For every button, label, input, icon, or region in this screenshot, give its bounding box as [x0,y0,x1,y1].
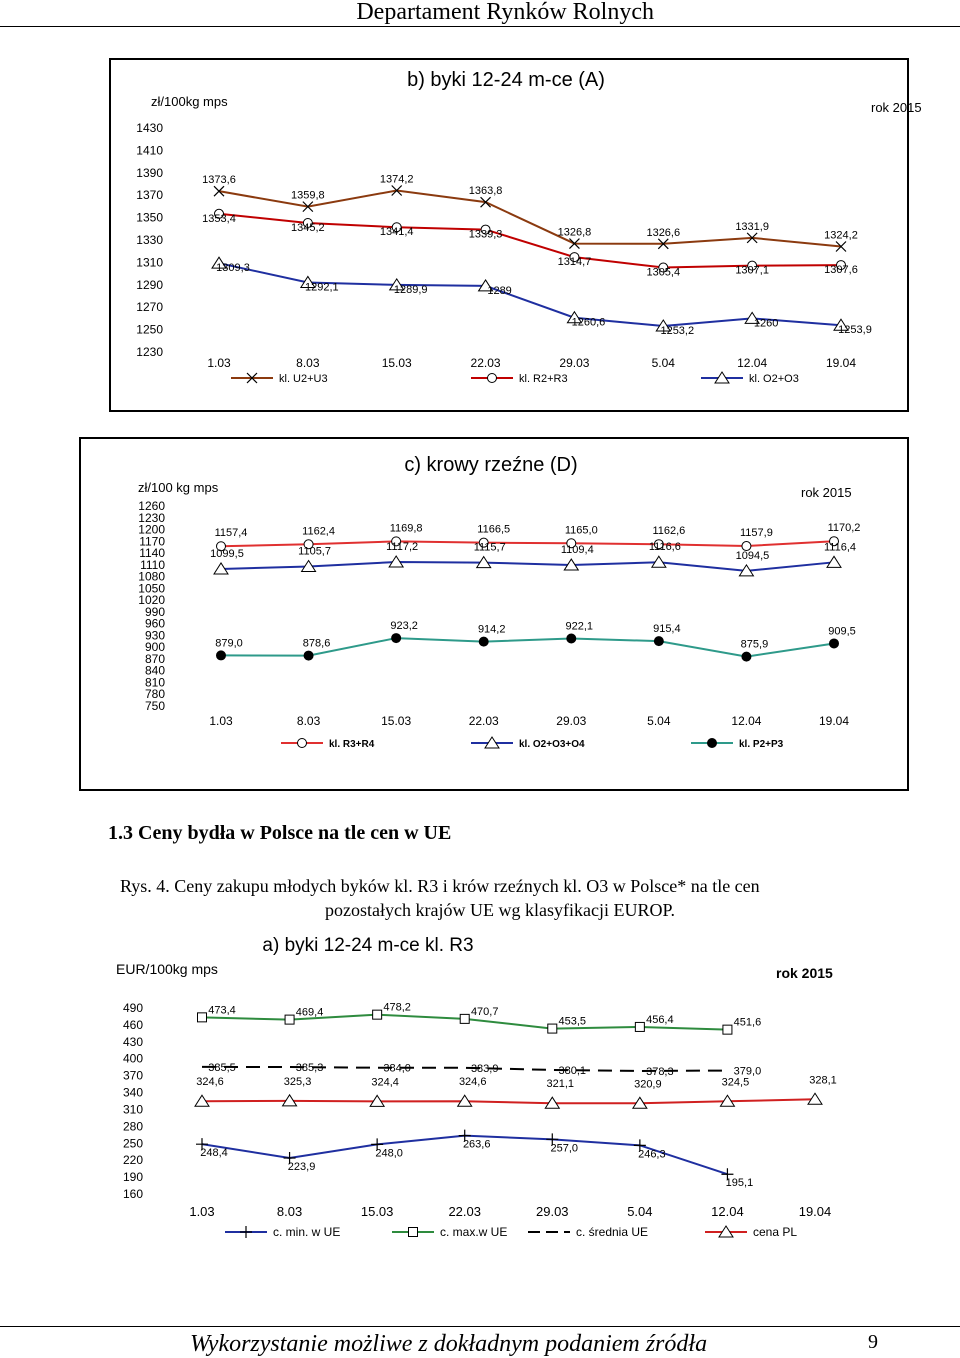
data-label: 1169,8 [389,522,423,535]
data-label: 320,9 [634,1078,662,1091]
chart-bulls-a [111,60,922,410]
data-point [548,1024,557,1033]
y-tick-label: 960 [144,616,165,631]
data-label: 1162,6 [652,525,686,538]
x-tick-label: 29.03 [536,1204,569,1219]
figure-caption [120,874,880,922]
data-label: 923,2 [390,620,418,633]
data-label: 246,3 [638,1148,666,1161]
y-tick-label: 1020 [138,593,165,608]
x-tick-label: 12.04 [711,1204,744,1219]
legend-swatch-marker [708,739,717,748]
x-tick-label: 1.03 [189,1204,215,1219]
data-label: 1116,4 [823,541,857,554]
page-header-text: Departament Rynków Rolnych [356,0,654,25]
data-point [217,651,226,660]
y-tick-label: 1230 [138,510,165,525]
data-label: 473,4 [208,1004,236,1017]
data-label: 1345,2 [291,221,325,234]
data-label: 379,0 [733,1065,762,1078]
data-point [654,637,663,646]
data-point [304,651,313,660]
data-label: 875,9 [740,638,769,651]
legend-swatch-marker [240,1226,252,1238]
data-label: 325,3 [283,1075,312,1088]
y-tick-label: 490 [122,1001,143,1015]
data-label: 879,0 [215,637,243,650]
chart-title: a) byki 12-24 m-ce kl. R3 [262,935,474,956]
data-point [373,1010,382,1019]
data-label: 380,1 [558,1064,587,1077]
data-label: 1314,7 [557,256,592,269]
data-label: 1309,3 [216,262,250,275]
y-tick-label: 250 [122,1136,143,1151]
section-heading: 1.3 Ceny bydła w Polsce na tle cen w UE [108,822,452,844]
legend-label: kl. R3+R4 [329,739,375,750]
data-label: 1165,0 [564,524,598,537]
x-tick-label: 29.03 [556,714,587,728]
x-tick-label: 29.03 [559,356,590,370]
data-label: 451,6 [733,1016,762,1029]
y-tick-label: 930 [144,628,165,643]
x-tick-label: 22.03 [468,714,499,728]
y-tick-label: 1390 [136,165,163,180]
x-tick-label: 22.03 [448,1204,481,1219]
x-tick-label: 8.03 [296,356,320,370]
data-label: 328,1 [809,1074,837,1087]
figure-caption-line1: Rys. 4. Ceny zakupu młodych byków kl. R3 i krów rzeźnych kl. O3 w Polsce* na tle cen [120,876,760,896]
data-label: 321,1 [546,1078,575,1091]
y-tick-label: 1230 [136,345,163,359]
footer-text: Wykorzystanie możliwe z dokładnym podaniem źródła [190,1331,708,1357]
figure-caption-line2: pozostałych krajów UE wg klasyfikacji EUROP. [325,900,675,920]
y-tick-label: 310 [122,1102,143,1117]
data-label: 1305,4 [646,266,681,279]
chart-cows-d [81,439,907,789]
y-tick-label: 1270 [136,300,163,315]
legend-label: kl. O2+O3+O4 [519,739,585,750]
data-label: 1260 [753,317,779,330]
data-label: 1326,6 [646,226,681,239]
data-label: 1253,2 [660,325,695,338]
unit-label: zł/100kg mps [151,94,228,109]
year-label: rok 2015 [871,100,922,115]
data-label: 453,5 [558,1015,587,1028]
x-tick-label: 15.03 [381,714,412,728]
x-tick-label: 5.04 [651,356,675,370]
y-tick-label: 1350 [136,210,163,225]
chart-title: b) byki 12-24 m-ce (A) [407,69,605,91]
data-label: 1253,9 [838,324,872,337]
data-label: 469,4 [295,1006,324,1019]
data-label: 378,3 [646,1065,674,1078]
x-tick-label: 12.04 [731,714,762,728]
unit-label: zł/100 kg mps [138,480,219,495]
x-tick-label: 19.04 [798,1204,832,1219]
y-tick-label: 810 [144,675,165,690]
data-label: 1094,5 [735,549,770,562]
data-label: 1331,9 [735,220,769,233]
y-tick-label: 160 [122,1187,143,1201]
y-tick-label: 1330 [136,233,163,247]
legend-swatch-marker [298,739,307,748]
legend-label: cena PL [753,1225,798,1239]
page-header [0,0,960,27]
y-tick-label: 1250 [136,322,163,337]
data-point [635,1022,644,1031]
y-tick-label: 1290 [136,277,163,292]
x-tick-label: 19.04 [818,714,850,728]
legend-label: c. max.w UE [440,1225,508,1239]
y-tick-label: 990 [144,604,165,619]
y-tick-label: 1050 [138,581,165,596]
data-label: 195,1 [725,1177,754,1190]
data-label: 470,7 [470,1005,499,1018]
chart-title: c) krowy rzeźne (D) [404,454,578,476]
data-label: 1109,4 [560,544,594,557]
legend-label: c. średnia UE [576,1225,649,1239]
data-label: 909,5 [828,625,856,638]
y-tick-label: 1170 [139,534,165,549]
data-label: 456,4 [646,1013,674,1026]
data-point [198,1013,207,1022]
data-label: 1374,2 [379,173,414,186]
data-label: 1157,4 [214,527,248,540]
data-label: 1363,8 [468,185,503,198]
unit-label: EUR/100kg mps [116,961,218,977]
y-tick-label: 840 [144,663,165,678]
data-label: 1162,4 [302,525,335,538]
data-label: 1307,1 [735,264,769,277]
data-label: 1115,7 [473,541,506,554]
x-tick-label: 19.04 [825,356,857,370]
data-label: 248,0 [375,1147,403,1160]
y-tick-label: 190 [122,1170,143,1185]
data-label: 324,5 [721,1076,750,1089]
data-point [567,634,576,643]
y-tick-label: 400 [122,1051,143,1066]
y-tick-label: 1260 [138,499,165,513]
x-tick-label: 15.03 [360,1204,394,1219]
data-point [742,652,751,661]
data-label: 1289 [487,284,512,297]
page-footer [0,1326,960,1358]
data-label: 1292,1 [305,281,339,294]
legend-label: kl. O2+O3 [749,373,799,385]
data-point [285,1015,294,1024]
data-label: 1117,2 [386,541,419,553]
legend-swatch-marker [409,1228,418,1237]
y-tick-label: 340 [122,1085,143,1100]
y-tick-label: 280 [122,1119,143,1134]
x-tick-label: 8.03 [276,1204,303,1219]
y-tick-label: 460 [122,1017,143,1032]
data-label: 385,3 [295,1062,324,1075]
data-label: 223,9 [287,1160,316,1173]
y-tick-label: 220 [122,1153,143,1168]
data-label: 1307,6 [824,264,858,277]
x-tick-label: 12.04 [737,356,768,370]
y-tick-label: 1410 [136,143,163,158]
data-label: 1324,2 [824,229,858,242]
data-point [830,639,839,648]
y-tick-label: 780 [144,687,165,702]
data-label: 248,4 [200,1147,228,1160]
data-label: 383,9 [470,1062,499,1075]
data-label: 384,0 [383,1062,411,1075]
data-label: 922,1 [565,620,594,633]
data-point [479,637,488,646]
data-point [392,634,401,643]
chart-bulls-a-frame [109,58,922,412]
data-label: 478,2 [383,1001,411,1014]
y-tick-label: 370 [122,1068,143,1083]
data-label: 1166,5 [477,523,511,536]
y-tick-label: 870 [144,651,165,666]
x-tick-label: 1.03 [207,356,231,370]
data-point [460,1014,469,1023]
data-label: 324,4 [371,1076,399,1089]
legend-label: kl. P2+P3 [739,739,784,750]
data-label: 1260,6 [571,316,606,329]
year-label: rok 2015 [801,485,852,500]
data-label: 1326,8 [557,226,592,239]
data-label: 1353,4 [202,212,236,225]
data-label: 1359,8 [291,189,325,202]
year-label: rok 2015 [776,965,833,981]
y-tick-label: 430 [122,1034,143,1049]
data-label: 1339,3 [468,228,503,241]
data-label: 257,0 [550,1142,579,1155]
x-tick-label: 22.03 [470,356,501,370]
x-tick-label: 15.03 [381,356,412,370]
legend-label: c. min. w UE [273,1225,341,1239]
chart-cows-d-frame [79,437,909,791]
data-label: 324,6 [196,1076,224,1089]
data-label: 1157,9 [740,527,773,540]
legend-label: kl. U2+U3 [279,373,328,385]
data-label: 1341,4 [379,226,414,239]
y-tick-label: 1140 [139,546,165,561]
data-label: 1170,2 [827,522,861,535]
x-tick-label: 8.03 [296,714,321,728]
data-label: 1116,6 [648,541,681,554]
legend-label: kl. R2+R3 [519,373,568,385]
y-tick-label: 1370 [136,188,163,203]
data-label: 324,6 [458,1076,487,1089]
data-label: 385,5 [208,1061,236,1074]
data-label: 1289,9 [393,283,428,296]
y-tick-label: 750 [144,699,165,713]
data-label: 1373,6 [202,174,236,187]
y-tick-label: 1310 [136,255,163,270]
page-number: 9 [868,1331,878,1353]
data-label: 1105,7 [298,545,331,558]
y-tick-label: 1080 [138,569,165,584]
y-tick-label: 1430 [136,121,163,135]
legend-swatch-marker [488,374,497,383]
data-label: 263,6 [462,1138,491,1151]
data-point [723,1025,732,1034]
x-tick-label: 5.04 [627,1204,653,1219]
data-label: 915,4 [653,623,681,636]
y-tick-label: 1110 [140,557,165,572]
data-label: 1099,5 [210,547,244,560]
x-tick-label: 5.04 [647,714,671,728]
data-label: 914,2 [477,623,506,636]
y-tick-label: 900 [144,640,165,655]
data-label: 878,6 [302,637,331,650]
x-tick-label: 1.03 [209,714,233,728]
y-tick-label: 1200 [138,522,165,537]
chart-bulls-eu [0,926,960,1246]
